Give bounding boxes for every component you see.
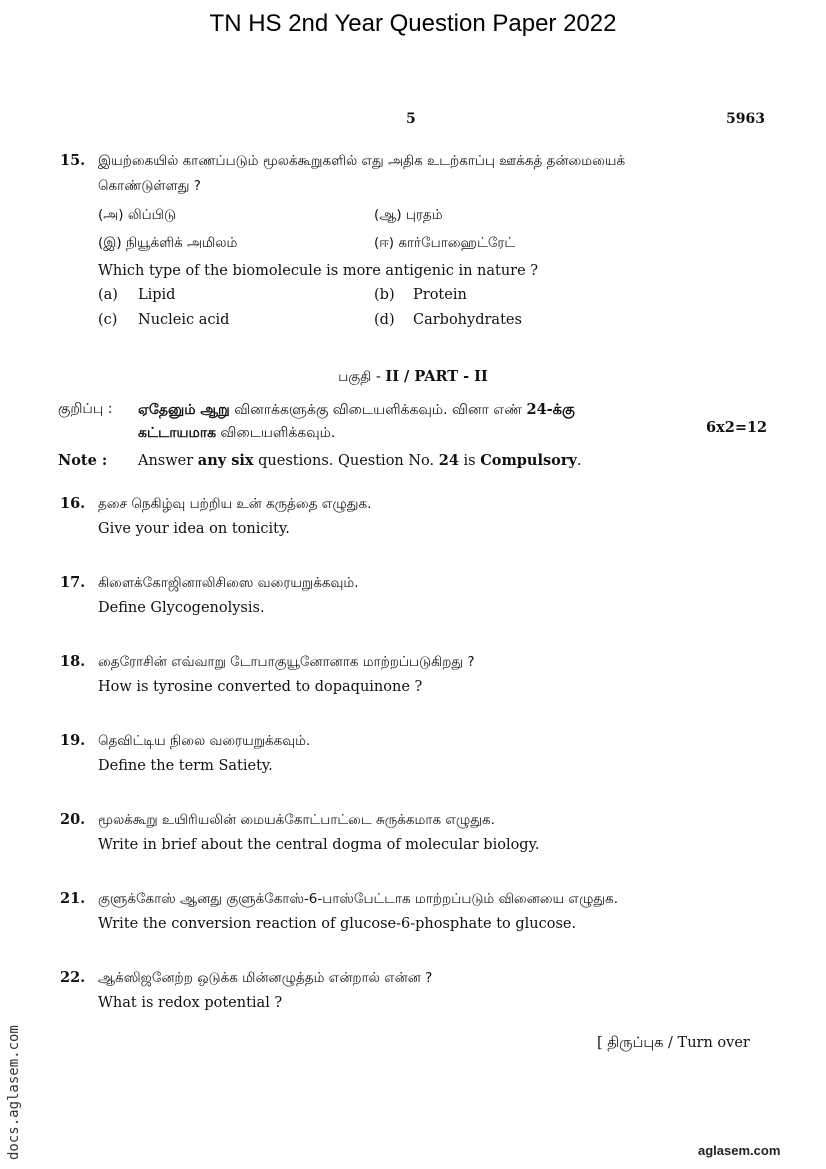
tamil-note-bold-q24: 24-க்கு bbox=[526, 401, 575, 418]
note-text-part: is bbox=[458, 453, 481, 469]
tamil-note-line-1 bbox=[138, 401, 575, 420]
note-bold-question-number: 24 bbox=[438, 452, 459, 469]
question-number-22: 22. bbox=[60, 969, 86, 986]
q15-option-c-label: (c) bbox=[98, 312, 118, 328]
option-text: நியூக்ளிக் அமிலம் bbox=[125, 235, 238, 251]
note-text-part: questions. Question No. bbox=[253, 453, 439, 469]
question-number-19: 19. bbox=[60, 732, 86, 749]
page-number: 5 bbox=[406, 111, 416, 127]
question-17-tamil: கிளைக்கோஜினாலிசிஸை வரையறுக்கவும். bbox=[98, 575, 359, 591]
tamil-note-label: குறிப்பு : bbox=[58, 401, 113, 417]
question-number-18: 18. bbox=[60, 653, 86, 670]
note-text-part: . bbox=[576, 453, 582, 469]
question-18-tamil: தைரோசின் எவ்வாறு டோபாகுயூனோனாக மாற்றப்படுகிறது ? bbox=[98, 654, 475, 670]
q15-option-d-label: (d) bbox=[374, 312, 395, 328]
turn-over-note: [ திருப்புக / Turn over bbox=[597, 1035, 750, 1051]
question-20-tamil: மூலக்கூறு உயிரியலின் மையக்கோட்பாட்டை சுருக்கமாக எழுதுக. bbox=[98, 812, 495, 828]
q15-option-a-label: (a) bbox=[98, 287, 118, 303]
question-number-15: 15. bbox=[60, 152, 86, 169]
option-label: (இ) bbox=[98, 235, 122, 251]
question-19-tamil: தெவிட்டிய நிலை வரையறுக்கவும். bbox=[98, 733, 311, 749]
tamil-note-bold-compulsory: கட்டாயமாக bbox=[138, 425, 217, 441]
question-18-english: How is tyrosine converted to dopaquinone ? bbox=[98, 679, 423, 695]
side-watermark: docs.aglasem.com bbox=[6, 1025, 22, 1160]
question-21-tamil: குளுக்கோஸ் ஆனது குளுக்கோஸ்-6-பாஸ்பேட்டாக மாற்றப்படும் வினையை எழுதுக. bbox=[98, 891, 619, 907]
part-heading bbox=[0, 368, 826, 387]
tamil-note-line-2 bbox=[138, 425, 335, 443]
question-17-english: Define Glycogenolysis. bbox=[98, 600, 265, 616]
english-note-text bbox=[138, 452, 582, 469]
q15-tamil-line-2: கொண்டுள்ளது ? bbox=[98, 178, 201, 194]
question-number-21: 21. bbox=[60, 890, 86, 907]
option-label: (ஆ) bbox=[374, 207, 402, 223]
note-text-part: Answer bbox=[138, 453, 198, 469]
part-heading-tamil: பகுதி bbox=[338, 369, 372, 385]
q15-option-b-text: Protein bbox=[413, 287, 467, 303]
footer-watermark: aglasem.com bbox=[698, 1143, 781, 1158]
question-20-english: Write in brief about the central dogma of molecular biology. bbox=[98, 837, 540, 853]
part-heading-separator: - bbox=[371, 369, 386, 385]
q15-tamil-option-aa bbox=[374, 207, 443, 225]
note-bold-any-six: any six bbox=[197, 452, 254, 469]
q15-option-c-text: Nucleic acid bbox=[138, 312, 230, 328]
question-number-16: 16. bbox=[60, 495, 86, 512]
question-21-english: Write the conversion reaction of glucose-6-phosphate to glucose. bbox=[98, 916, 577, 932]
option-label: (அ) bbox=[98, 207, 124, 223]
q15-option-a-text: Lipid bbox=[138, 287, 176, 303]
option-text: புரதம் bbox=[405, 207, 443, 223]
question-19-english: Define the term Satiety. bbox=[98, 758, 273, 774]
question-16-tamil: தசை நெகிழ்வு பற்றிய உன் கருத்தை எழுதுக. bbox=[98, 496, 372, 512]
q15-option-b-label: (b) bbox=[374, 287, 395, 303]
note-bold-compulsory: Compulsory bbox=[480, 452, 577, 469]
q15-tamil-option-ii bbox=[374, 235, 515, 253]
question-number-17: 17. bbox=[60, 574, 86, 591]
q15-tamil-option-a bbox=[98, 207, 176, 225]
question-number-20: 20. bbox=[60, 811, 86, 828]
tamil-note-bold-any-six: ஏதேனும் ஆறு bbox=[138, 402, 230, 418]
q15-option-d-text: Carbohydrates bbox=[413, 312, 522, 328]
document-title: TN HS 2nd Year Question Paper 2022 bbox=[209, 10, 617, 37]
part-heading-english: II / PART - II bbox=[385, 368, 488, 385]
q15-tamil-line-1: இயற்கையில் காணப்படும் மூலக்கூறுகளில் எது அதிக உடற்காப்பு ஊக்கத் தன்மையைக் bbox=[98, 153, 626, 169]
option-text: கார்போஹைட்ரேட் bbox=[398, 235, 516, 251]
option-label: (ஈ) bbox=[374, 235, 395, 251]
question-22-english: What is redox potential ? bbox=[98, 995, 283, 1011]
option-text: லிப்பிடு bbox=[127, 207, 177, 223]
question-16-english: Give your idea on tonicity. bbox=[98, 521, 290, 537]
english-note-label: Note : bbox=[58, 452, 108, 469]
paper-code: 5963 bbox=[726, 111, 765, 127]
tamil-note-text-1: வினாக்களுக்கு விடையளிக்கவும். வினா எண் bbox=[229, 402, 527, 418]
tamil-note-text-2: விடையளிக்கவும். bbox=[216, 425, 336, 441]
q15-tamil-option-i bbox=[98, 235, 237, 253]
question-22-tamil: ஆக்ஸிஜனேற்ற ஒடுக்க மின்னழுத்தம் என்றால் என்ன ? bbox=[98, 970, 433, 986]
marks-allocation: 6x2=12 bbox=[706, 419, 768, 436]
q15-english-question: Which type of the biomolecule is more antigenic in nature ? bbox=[98, 263, 539, 279]
